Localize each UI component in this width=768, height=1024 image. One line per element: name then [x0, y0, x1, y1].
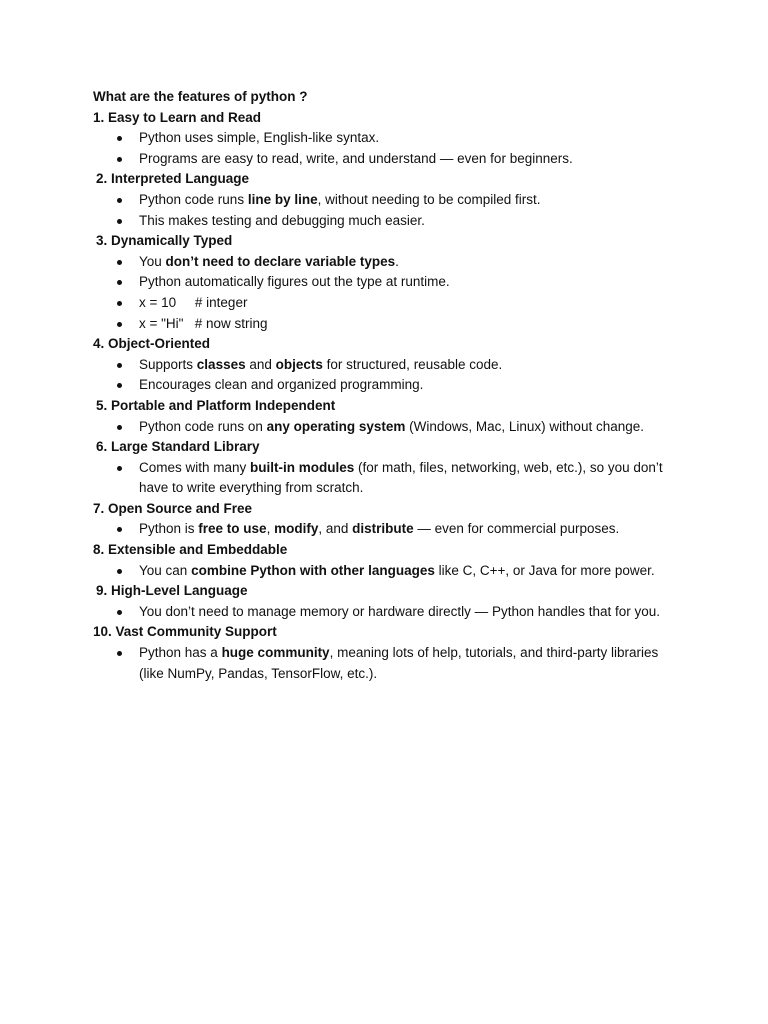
bullet-list — [93, 519, 683, 540]
section-heading: 5. Portable and Platform Independent — [96, 397, 336, 413]
bullet-list — [93, 602, 683, 623]
section-heading: 3. Dynamically Typed — [96, 233, 233, 249]
text-run: (for math, files, networking, web, etc.), so you don’t have to write everything from scratch. — [139, 459, 663, 496]
bold-text: free to use — [198, 521, 267, 537]
text-run: Python uses simple, English-like syntax. — [139, 130, 380, 146]
bullet-item — [93, 272, 683, 293]
bold-text: built-in modules — [250, 459, 355, 475]
bullet-list — [93, 190, 683, 231]
text-run: Comes with many — [139, 459, 251, 475]
bullet-list — [93, 252, 683, 334]
text-run: x = "Hi" # now string — [139, 315, 268, 331]
text-run: You don’t need to manage memory or hardware directly — Python handles that for you. — [139, 603, 661, 619]
bullet-item — [93, 417, 683, 438]
section-heading: 9. High-Level Language — [96, 583, 248, 599]
bold-text: huge community — [221, 645, 330, 661]
bullet-item — [93, 293, 683, 314]
section-heading: 4. Object-Oriented — [93, 336, 211, 352]
bold-text: don’t need to declare variable types — [165, 253, 396, 269]
text-run: Python has a — [139, 645, 222, 661]
text-run: You can — [139, 562, 192, 578]
text-run: — even for commercial purposes. — [413, 521, 620, 537]
text-run: Python code runs — [139, 191, 248, 207]
bullet-item — [93, 149, 683, 170]
bold-text: combine Python with other languages — [191, 562, 435, 578]
text-run: , — [266, 521, 275, 537]
text-run: Encourages clean and organized programming. — [139, 377, 424, 393]
text-run: Supports — [139, 356, 197, 372]
text-run: (Windows, Mac, Linux) without change. — [405, 418, 644, 434]
bullet-list — [93, 128, 683, 169]
document-page — [93, 87, 683, 684]
bold-text: line by line — [247, 191, 318, 207]
bullet-item — [93, 458, 683, 499]
bullet-item — [93, 190, 683, 211]
section-heading: 6. Large Standard Library — [96, 439, 260, 455]
text-run: Programs are easy to read, write, and understand — even for beginners. — [139, 150, 573, 166]
text-run: , without needing to be compiled first. — [317, 191, 541, 207]
bullet-list — [93, 561, 683, 582]
bullet-item — [93, 602, 683, 623]
bullet-list — [93, 355, 683, 396]
text-run: You — [139, 253, 166, 269]
text-run: . — [395, 253, 399, 269]
bullet-item — [93, 519, 683, 540]
bold-text: classes — [196, 356, 246, 372]
bullet-list — [93, 417, 683, 438]
bullet-item — [93, 252, 683, 273]
section-heading: 2. Interpreted Language — [96, 171, 250, 187]
section-heading: 8. Extensible and Embeddable — [93, 542, 288, 558]
bold-text: objects — [275, 356, 323, 372]
text-run: x = 10 # integer — [139, 294, 248, 310]
document-title: What are the features of python ? — [93, 89, 308, 104]
bold-text: distribute — [352, 521, 414, 537]
text-run: Python is — [139, 521, 199, 537]
text-run: , meaning lots of help, tutorials, and third-party libraries (like NumPy, Pandas, TensorFlow, etc.). — [139, 645, 659, 681]
bullet-item — [93, 561, 683, 582]
section-heading: 10. Vast Community Support — [93, 624, 277, 640]
text-run: Python automatically figures out the type at runtime. — [139, 274, 450, 290]
text-run: Python code runs on — [139, 418, 267, 434]
bullet-item — [93, 211, 683, 232]
bullet-list — [93, 458, 683, 499]
text-run: like C, C++, or Java for more power. — [434, 562, 655, 578]
bullet-list — [93, 643, 683, 684]
bullet-item — [93, 314, 683, 335]
text-run: for structured, reusable code. — [322, 356, 503, 372]
bold-text: any operating system — [266, 418, 406, 434]
bullet-item — [93, 643, 683, 684]
feature-sections — [93, 108, 683, 685]
text-run: This makes testing and debugging much easier. — [139, 212, 425, 228]
section-heading: 7. Open Source and Free — [93, 500, 253, 516]
section-heading: 1. Easy to Learn and Read — [93, 109, 262, 125]
bullet-item — [93, 375, 683, 396]
text-run: and — [245, 356, 276, 372]
bullet-item — [93, 355, 683, 376]
bullet-item — [93, 128, 683, 149]
bold-text: modify — [274, 521, 319, 537]
text-run: , and — [318, 521, 353, 537]
